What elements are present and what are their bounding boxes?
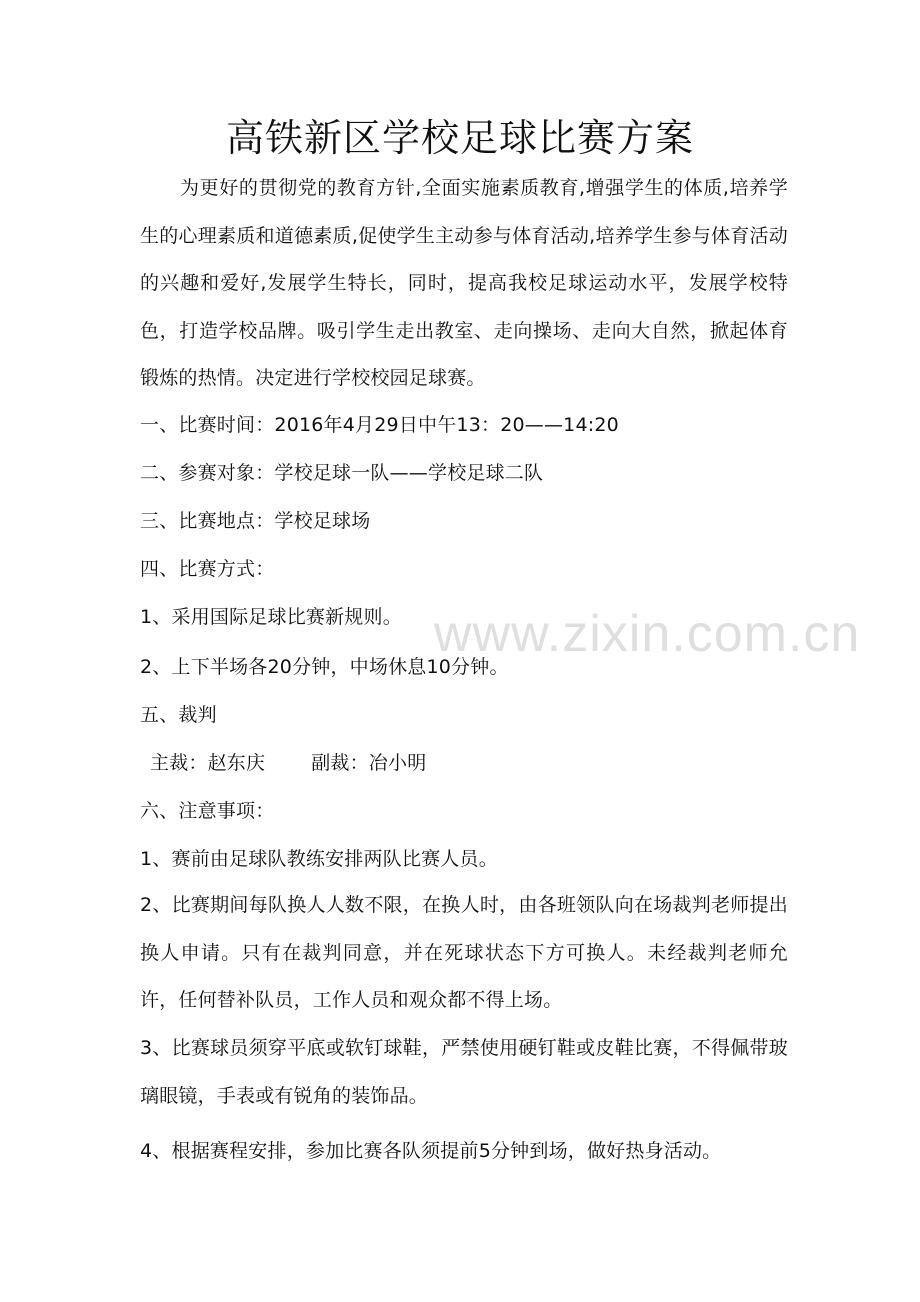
section-participants: 二、参赛对象：学校足球一队——学校足球二队 bbox=[140, 462, 544, 484]
document-title: 高铁新区学校足球比赛方案 bbox=[225, 116, 694, 160]
section-time: 一、比赛时间：2016年4月29日中午13：20——14:20 bbox=[140, 414, 619, 436]
intro-paragraph: 为更好的贯彻党的教育方针,全面实施素质教育,增强学生的体质,培养学生的心理素质和道德素质,促使学生主动参与体育活动,培养学生参与体育活动的兴趣和爱好,发展学生特长，同时，提高我校足球运动水平，发展学校特色，打造学校品牌。吸引学生走出教室、走向操场、走向大自然，掀起体育锻炼的热情。决定进行学校校园足球赛。 bbox=[140, 177, 788, 390]
section-venue: 三、比赛地点：学校足球场 bbox=[140, 510, 371, 532]
watermark-text: www.zixin.com.cn bbox=[434, 605, 861, 663]
note-item-4: 4、根据赛程安排，参加比赛各队须提前5分钟到场，做好热身活动。 bbox=[140, 1140, 722, 1162]
referee-main: 主裁：赵东庆 bbox=[150, 752, 266, 774]
rule-item-2: 2、上下半场各20分钟，中场休息10分钟。 bbox=[140, 656, 509, 678]
note-item-2: 2、比赛期间每队换人人数不限，在换人时，由各班领队向在场裁判老师提出换人申请。只有在裁判同意，并在死球状态下方可换人。未经裁判老师允许，任何替补队员，工作人员和观众都不得上场。 bbox=[140, 894, 788, 1012]
rule-item-1: 1、采用国际足球比赛新规则。 bbox=[140, 606, 402, 628]
note-item-1: 1、赛前由足球队教练安排两队比赛人员。 bbox=[140, 848, 498, 870]
referee-line bbox=[150, 748, 800, 778]
section-format: 四、比赛方式： bbox=[140, 558, 275, 580]
note-item-3: 3、比赛球员须穿平底或软钉球鞋，严禁使用硬钉鞋或皮鞋比赛，不得佩带玻璃眼镜，手表或有锐角的装饰品。 bbox=[140, 1037, 788, 1107]
referee-assistant: 副裁：冶小明 bbox=[311, 752, 427, 774]
section-referees: 五、裁判 bbox=[140, 704, 217, 726]
section-notes: 六、注意事项： bbox=[140, 800, 275, 822]
